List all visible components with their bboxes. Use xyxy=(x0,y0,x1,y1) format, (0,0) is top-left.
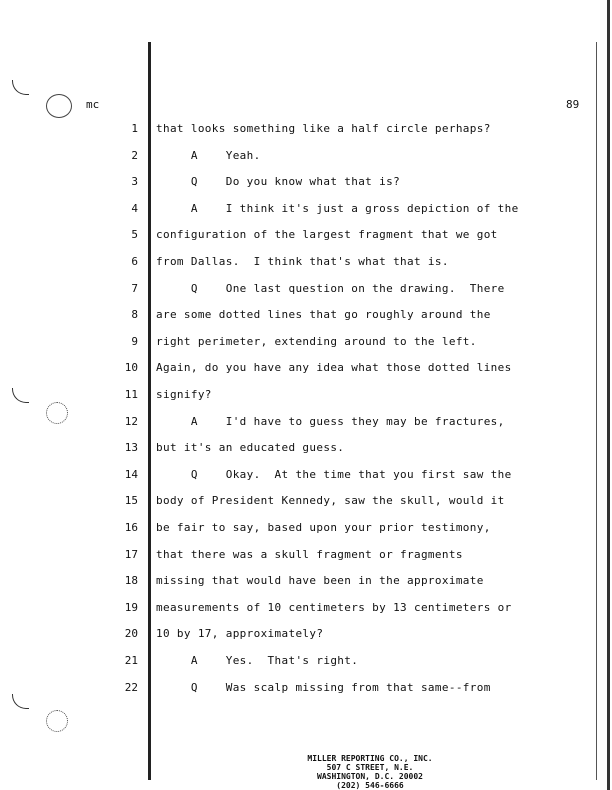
line-number: 17 xyxy=(124,548,138,561)
transcript-line: A Yes. That's right. xyxy=(156,654,359,667)
left-margin-rule xyxy=(148,42,151,780)
line-number: 12 xyxy=(124,415,138,428)
footer-phone: (202) 546-6666 xyxy=(336,781,404,790)
line-number: 3 xyxy=(131,175,138,188)
transcript-line: A Yeah. xyxy=(156,149,261,162)
line-number: 10 xyxy=(124,361,138,374)
line-number: 11 xyxy=(124,388,138,401)
line-number: 19 xyxy=(124,601,138,614)
footer-company: MILLER REPORTING CO., INC. xyxy=(307,754,433,763)
footer-street: 507 C STREET, N.E. xyxy=(326,763,414,772)
transcript-line: measurements of 10 centimeters by 13 centimeters or xyxy=(156,601,512,614)
line-number: 18 xyxy=(124,574,138,587)
transcript-line: that there was a skull fragment or fragments xyxy=(156,548,463,561)
reporting-company-footer xyxy=(250,754,490,790)
transcript-line: but it's an educated guess. xyxy=(156,441,345,454)
line-number: 1 xyxy=(131,122,138,135)
line-number: 22 xyxy=(124,681,138,694)
reporter-initials: mc xyxy=(86,98,100,111)
right-margin-rule xyxy=(596,42,597,780)
transcript-line: right perimeter, extending around to the left. xyxy=(156,335,477,348)
page-number: 89 xyxy=(566,98,580,111)
transcript-line: configuration of the largest fragment that we got xyxy=(156,228,498,241)
transcript-line: that looks something like a half circle perhaps? xyxy=(156,122,491,135)
transcript-line: Q Do you know what that is? xyxy=(156,175,401,188)
line-number: 5 xyxy=(131,228,138,241)
line-number: 2 xyxy=(131,149,138,162)
punch-hole xyxy=(46,710,68,732)
line-number: 16 xyxy=(124,521,138,534)
line-number: 21 xyxy=(124,654,138,667)
transcript-line: missing that would have been in the approximate xyxy=(156,574,484,587)
transcript-line: from Dallas. I think that's what that is. xyxy=(156,255,449,268)
line-number: 15 xyxy=(124,494,138,507)
transcript-line: are some dotted lines that go roughly around the xyxy=(156,308,491,321)
transcript-line: be fair to say, based upon your prior testimony, xyxy=(156,521,491,534)
binder-hole-mark xyxy=(12,694,29,709)
binder-hole-mark xyxy=(12,80,29,95)
transcript-line: Q Okay. At the time that you first saw the xyxy=(156,468,512,481)
transcript-line: body of President Kennedy, saw the skull, would it xyxy=(156,494,505,507)
line-number: 8 xyxy=(131,308,138,321)
transcript-line: Again, do you have any idea what those dotted lines xyxy=(156,361,512,374)
page-edge xyxy=(607,0,610,790)
line-number: 14 xyxy=(124,468,138,481)
transcript-line: signify? xyxy=(156,388,212,401)
line-number: 9 xyxy=(131,335,138,348)
line-number: 4 xyxy=(131,202,138,215)
transcript-line: Q Was scalp missing from that same--from xyxy=(156,681,491,694)
binder-hole-mark xyxy=(12,388,29,403)
line-number: 20 xyxy=(124,627,138,640)
seal-stamp xyxy=(46,94,72,118)
line-number: 6 xyxy=(131,255,138,268)
punch-hole xyxy=(46,402,68,424)
transcript-line: A I'd have to guess they may be fractures, xyxy=(156,415,505,428)
transcript-line: 10 by 17, approximately? xyxy=(156,627,324,640)
transcript-line: Q One last question on the drawing. There xyxy=(156,282,505,295)
footer-city: WASHINGTON, D.C. 20002 xyxy=(317,772,423,781)
transcript-line: A I think it's just a gross depiction of the xyxy=(156,202,519,215)
line-number: 7 xyxy=(131,282,138,295)
line-number: 13 xyxy=(124,441,138,454)
